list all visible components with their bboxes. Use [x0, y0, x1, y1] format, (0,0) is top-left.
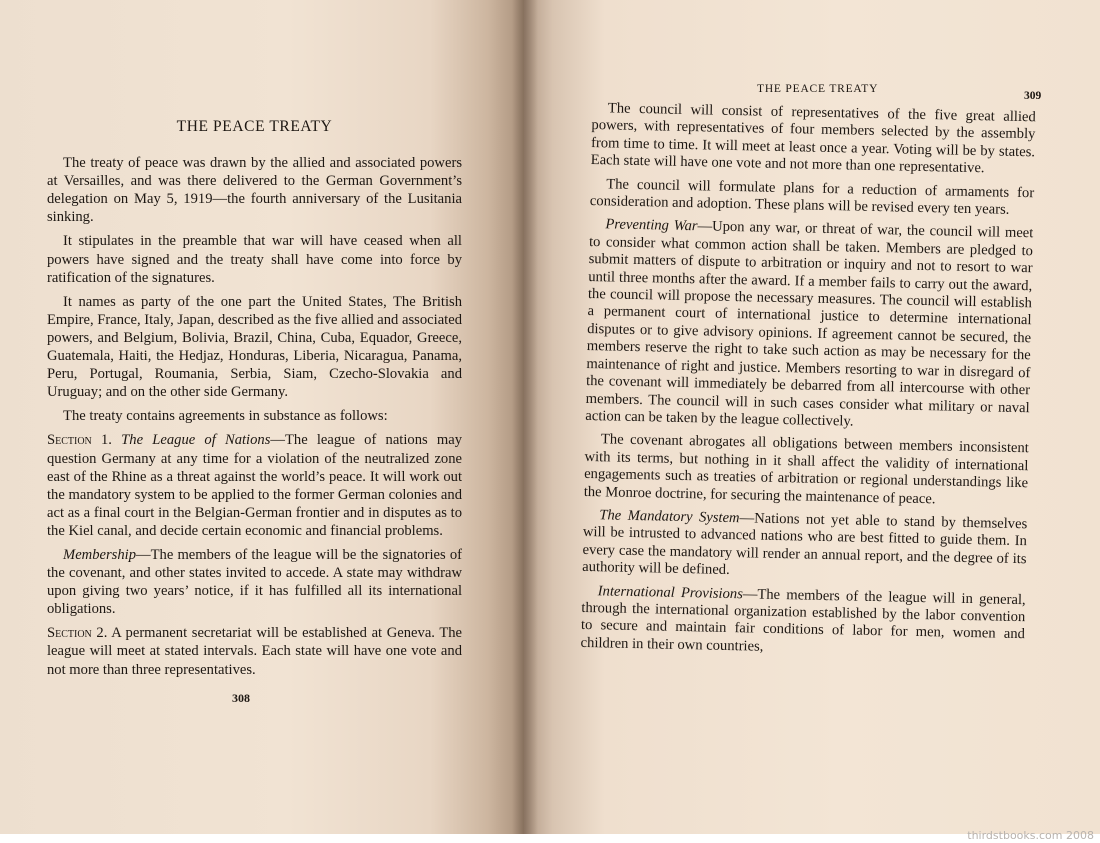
page-title: THE PEACE TREATY — [176, 118, 333, 135]
watermark: thirdstbooks.com 2008 — [967, 829, 1094, 842]
international-provisions-heading: International Provisions — [597, 582, 744, 602]
running-head: THE PEACE TREATY — [757, 83, 879, 95]
section-2-label: Section 2. — [47, 625, 108, 642]
paragraph-parties: It names as party of the one part the United States, The British Empire, France, Italy, Japan, described as the five allied and associated powers, and Belgium, Bolivia, Brazil, China, Cuba, Equador, Greece, Guatemala, Haiti, the Hedjaz, Honduras, Liberia, Nicaragua, Panama, Peru, Portugal, Roumania, Serbia, Siam, Czecho-Slovakia and Uruguay; and on the other side Germany. — [47, 293, 462, 401]
mandatory-system-text: —Nations not yet able to stand by themselves will be intrusted to advanced nations who are best fitted to guide them. In every case the mandatory will render an annual report, and the degree of its authority will be defined. — [582, 510, 1028, 579]
left-page — [0, 0, 524, 834]
paragraph-agreements: The treaty contains agreements in substance as follows: — [63, 408, 388, 425]
paragraph-preamble: It stipulates in the preamble that war will have ceased when all powers have signed and the treaty shall have come into force by ratification of the signatures. — [47, 233, 462, 286]
mandatory-system-paragraph — [582, 507, 1027, 586]
section-1 — [47, 431, 462, 540]
paragraph-intro: The treaty of peace was drawn by the allied and associated powers at Versailles, and was there delivered to the German Government’s delegation on May 5, 1919—the fourth anniversary of the Lusitania sinking. — [47, 155, 462, 226]
book-gutter — [512, 0, 538, 834]
paragraph-armaments: The council will formulate plans for a reduction of armaments for consideration and adoption. These plans will be revised every ten years. — [589, 175, 1035, 218]
international-provisions-paragraph — [580, 582, 1025, 661]
mandatory-system-heading: The Mandatory System — [599, 507, 740, 527]
section-2-text: A permanent secretariat will be established at Geneva. The league will meet at stated intervals. Each state will have one vote and not more than three representatives. — [47, 625, 463, 678]
paragraph-covenant: The covenant abrogates all obligations between members inconsistent with its terms, but nothing in it shall affect the validity of international engagements such as treaties of arbitration or regional understandings like the Monroe doctrine, for securing the maintenance of peace. — [583, 431, 1029, 507]
section-1-label: Section 1. — [47, 432, 112, 449]
section-1-heading: The League of Nations — [121, 432, 271, 449]
section-1-text: —The league of nations may question Germany at any time for a violation of the neutralized zone east of the Rhine as a threat against the world’s peace. It will work out the mandatory system to be applied to the former German colonies and act as a final court in the Belgian-German frontier and in disputes as to the Kiel canal, and decide certain economic and financial problems. — [47, 432, 463, 539]
international-provisions-text: —The members of the league will in general, through the international organization established by the labor convention to secure and maintain fair conditions of labor for men, women and children in their own countries, — [580, 585, 1026, 655]
membership-text: —The members of the league will be the signatories of the covenant, and other states invited to accede. A state may withdraw upon giving two years’ notice, if it has fulfilled all its international obligations. — [47, 546, 462, 618]
membership-paragraph — [47, 546, 462, 618]
right-page-text — [580, 100, 1036, 667]
page-number-left: 308 — [232, 691, 250, 705]
preventing-war-heading: Preventing War — [605, 216, 698, 235]
preventing-war-paragraph — [585, 216, 1033, 434]
left-page-text — [47, 118, 462, 685]
section-2 — [47, 624, 462, 678]
membership-heading: Membership — [63, 546, 137, 563]
page-number-right: 309 — [1024, 90, 1042, 102]
paragraph-council: The council will consist of representatives of the five great allied powers, with representatives of four members selected by the assembly from time to time. It will meet at least once a year. Voting will be by states. Each state will have one vote and not more than one representative. — [590, 100, 1036, 177]
preventing-war-text: —Upon any war, or threat of war, the council will meet to consider what common action shall be taken. Members are pledged to submit matters of dispute to arbitration or inquiry and not to resort to war until three months after the award. If a member fails to carry out the award, the council will propose the necessary measures. The council will establish a permanent court of international justice to determine international disputes or to give advisory opinions. If agreement cannot be secured, the members reserve the right to take such action as may be necessary for the maintenance of right and justice. Members resorting to war in disregard of the covenant will immediately be debarred from all intercourse with other members. The council will in such cases consider what military or naval action can be taken by the league collectively. — [585, 218, 1034, 430]
